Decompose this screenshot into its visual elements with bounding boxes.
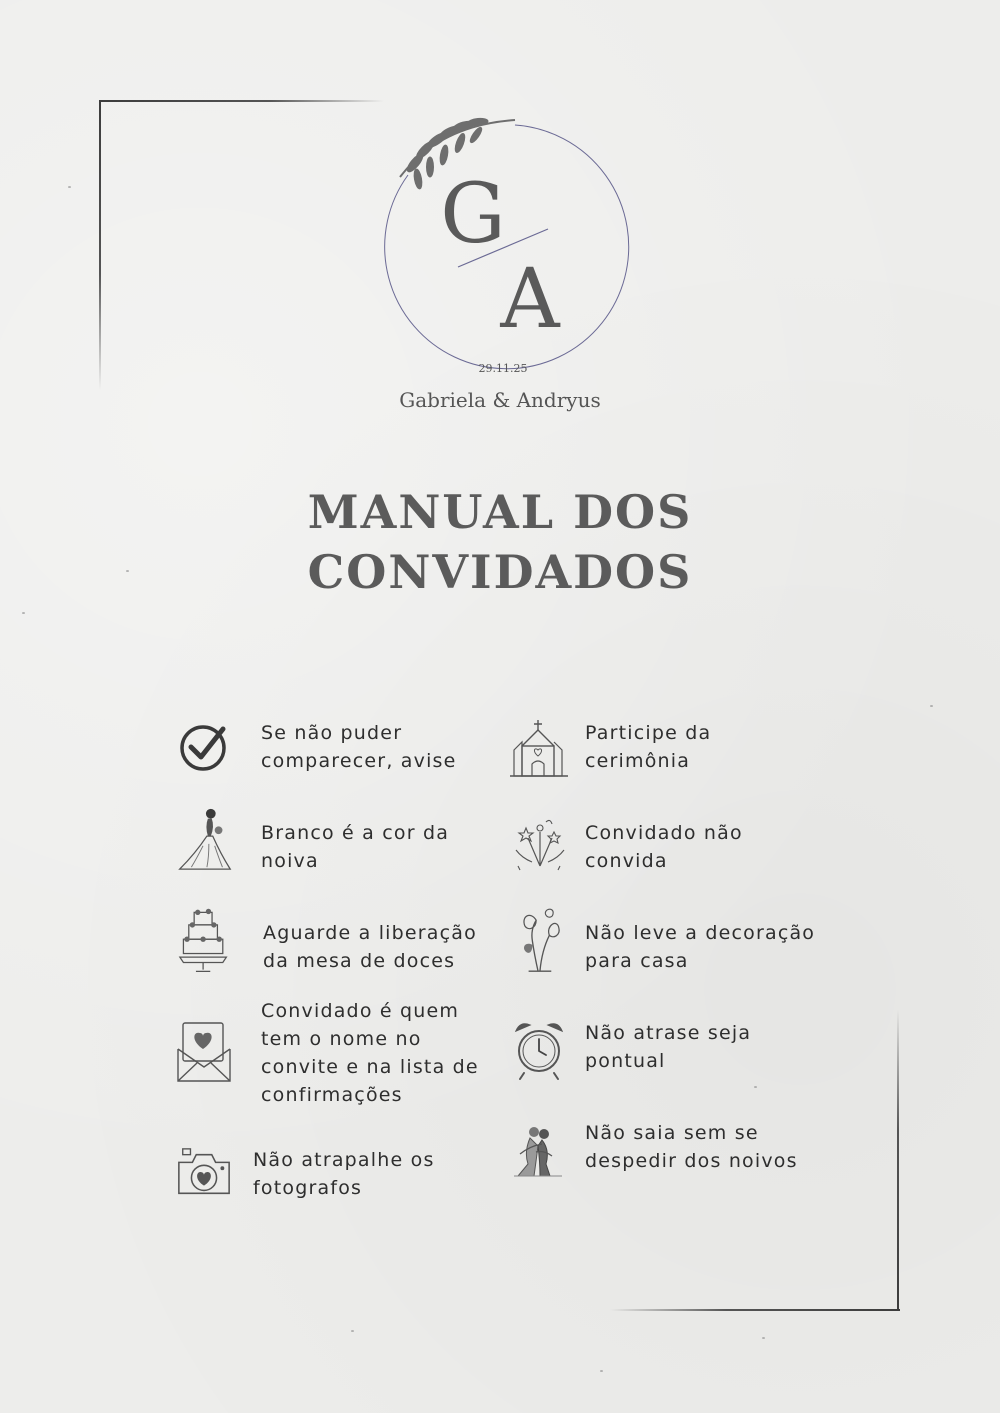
frame-bottom-right-horizontal — [610, 1309, 900, 1311]
alarm-clock-icon — [510, 1015, 568, 1083]
rule-text-line: Se não puder — [261, 722, 403, 744]
rule-item — [175, 1140, 495, 1210]
camera-heart-icon — [175, 1140, 233, 1208]
rule-text-line: da mesa de doces — [263, 950, 456, 972]
rule-text-line: Não atrase seja — [585, 1022, 752, 1044]
cake-icon — [175, 907, 233, 975]
paper-speck — [762, 1337, 765, 1339]
bride-icon — [175, 805, 233, 873]
fireworks-icon — [510, 812, 568, 880]
rule-item — [510, 907, 840, 987]
rule-text-line: Participe da — [585, 722, 712, 744]
rule-text-line: despedir dos noivos — [585, 1150, 798, 1172]
envelope-heart-icon — [175, 1019, 233, 1087]
paper-speck — [351, 1330, 354, 1332]
rule-text-line: Não leve a decoração — [585, 922, 816, 944]
rule-text-line: Não atrapalhe os — [253, 1149, 435, 1171]
paper-speck — [68, 186, 71, 188]
frame-top-left-horizontal — [99, 100, 384, 102]
paper-speck — [126, 570, 129, 572]
paper-speck — [930, 705, 933, 707]
rule-text-line: Aguarde a liberação — [263, 922, 477, 944]
rule-text-line: para casa — [585, 950, 689, 972]
rule-item — [175, 805, 495, 880]
title-line-2: CONVIDADOS — [307, 545, 693, 599]
wedding-date: 29.11.25 — [478, 362, 528, 375]
page-title — [200, 482, 800, 602]
flower-vase-icon — [510, 907, 568, 975]
rule-text-line: Não saia sem se — [585, 1122, 759, 1144]
rule-text-line: Branco é a cor da — [261, 822, 450, 844]
rule-text-line: pontual — [585, 1050, 666, 1072]
monogram-letter-g: G — [440, 167, 506, 262]
rule-text-line: convida — [585, 850, 668, 872]
rule-text-line: convite e na lista de — [261, 1056, 479, 1078]
rule-item — [175, 997, 495, 1112]
paper-speck — [754, 1086, 757, 1088]
rule-text-line: cerimônia — [585, 750, 691, 772]
rule-text-line: confirmações — [261, 1084, 403, 1106]
checkmark-circle-icon — [175, 715, 233, 783]
rule-text-line: tem o nome no — [261, 1028, 422, 1050]
rule-item — [510, 812, 840, 882]
frame-bottom-right-vertical — [897, 1010, 899, 1311]
rule-item — [175, 907, 495, 987]
rule-item — [175, 715, 495, 785]
rule-text-line: comparecer, avise — [261, 750, 457, 772]
rule-text-line: Convidado é quem — [261, 1000, 460, 1022]
paper-speck — [22, 612, 25, 614]
monogram-letter-a: A — [500, 252, 560, 347]
rule-item — [510, 715, 840, 785]
chapel-icon — [510, 715, 568, 783]
rule-text-line: fotografos — [253, 1177, 363, 1199]
couple-hug-icon — [510, 1118, 568, 1186]
title-line-1: MANUAL DOS — [307, 485, 693, 539]
couple-names: Gabriela & Andryus — [399, 388, 601, 412]
paper-speck — [600, 1370, 603, 1372]
rule-item — [510, 1118, 840, 1188]
rule-text-line: Convidado não — [585, 822, 743, 844]
monogram-logo — [370, 105, 640, 385]
rule-item — [510, 1015, 840, 1085]
rule-text-line: noiva — [261, 850, 319, 872]
frame-top-left-vertical — [99, 100, 101, 390]
